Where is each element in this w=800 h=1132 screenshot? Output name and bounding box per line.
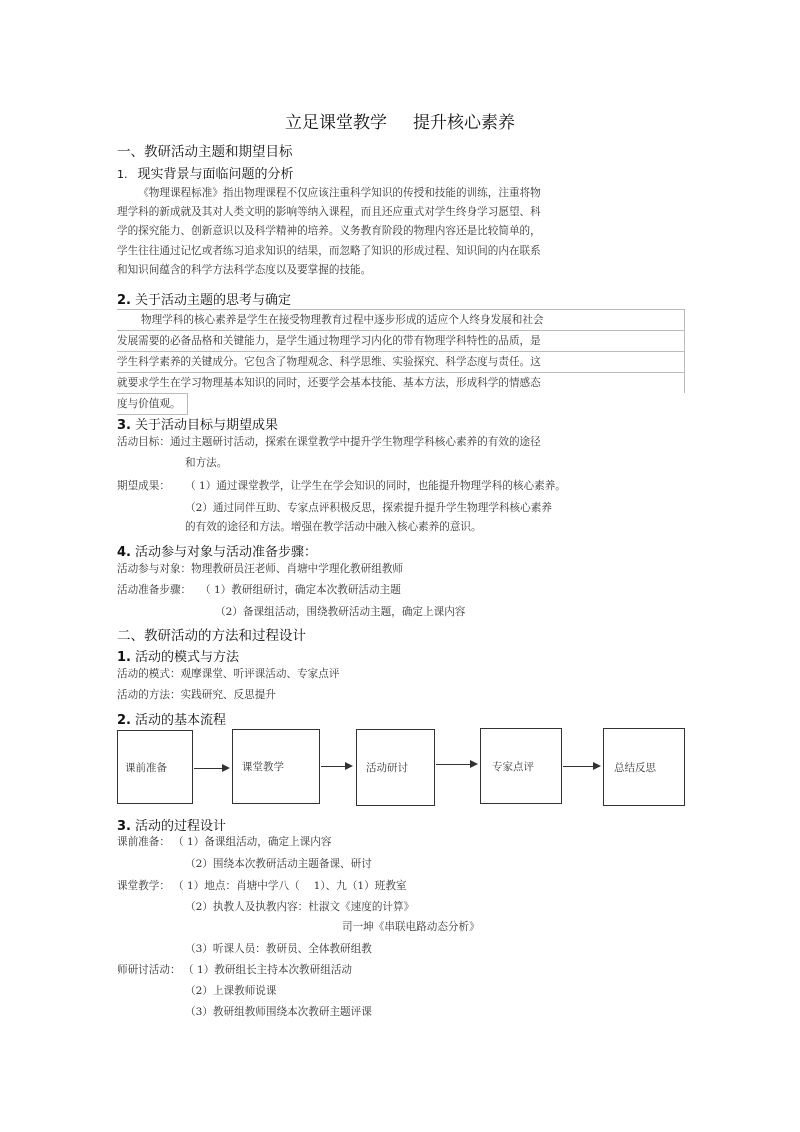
section2-sub2-title: 活动的基本流程 (134, 713, 226, 728)
flow-label: 课前准备 (125, 761, 167, 774)
section1-sub4-heading (117, 541, 317, 560)
flow-arrow (563, 766, 599, 767)
result1: （ 1）通过课堂教学，让学生在学会知识的同时，也能提升物理学科的核心素养。 (185, 480, 566, 492)
class2b: 司一坤《串联电路动态分析》 (342, 921, 480, 933)
pre-label: 课前准备： (117, 836, 170, 848)
flow-label: 总结反思 (614, 761, 656, 774)
para-line: 物理学科的核心素养是学生在接受物理教育过程中逐步形成的适应个人终身发展和社会 (117, 309, 685, 330)
discuss-label: 师研讨活动： (117, 964, 181, 976)
section2-heading: 二、教研活动的方法和过程设计 (117, 628, 306, 644)
section2-sub1-title: 活动的模式与方法 (134, 650, 239, 665)
section1-sub1-num: 1. (117, 168, 128, 181)
discuss2: （2）上课教师说课 (185, 985, 277, 997)
section1-heading: 一、教研活动主题和期望目标 (117, 144, 293, 160)
prep-label: 活动准备步骤： (117, 584, 192, 596)
flow-arrow (321, 766, 351, 767)
section2-sub1-num: 1. (117, 650, 131, 665)
section1-sub3-title: 关于活动目标与期望成果 (134, 418, 278, 433)
title-part2: 提升核心素养 (413, 113, 515, 133)
section1-sub2-heading (117, 289, 291, 308)
section1-sub4-num: 4. (117, 545, 131, 560)
activity-method: 活动的方法：实践研究、反思提升 (117, 689, 276, 701)
flow-box-1 (117, 730, 193, 804)
result2-line2: 的有效的途径和方法。增强在教学活动中融入核心素养的意识。 (185, 521, 482, 533)
section1-sub1-title: 现实背景与面临问题的分析 (137, 167, 294, 182)
section1-sub3-num: 3. (117, 418, 131, 433)
para-line: 学生往往通过记忆或者练习追求知识的结果，而忽略了知识的形成过程、知识间的内在联系 (117, 244, 541, 257)
flow-arrow (436, 764, 476, 765)
result2-line1: （2）通过同伴互助、专家点评积极反思，探索提升提升学生物理学科核心素养 (185, 502, 552, 514)
section1-sub1-heading (117, 163, 294, 182)
class-label: 课堂教学： (117, 880, 170, 892)
participants: 活动参与对象：物理教研员汪老师、肖塘中学理化教研组教师 (117, 563, 404, 575)
flow-box-4 (480, 728, 562, 804)
para-line: 学生科学素养的关键成分。它包含了物理观念、科学思维、实验探究、科学态度与责任。这 (117, 351, 685, 372)
goal-line1 (117, 433, 541, 452)
para-line: 理学科的新成就及其对人类文明的影响等纳入课程，而且还应重式对学生终身学习愿望、科 (117, 206, 541, 219)
section1-sub2-paragraph (117, 309, 685, 415)
section1-sub2-title: 关于活动主题的思考与确定 (134, 293, 291, 308)
goal-label: 活动目标： (117, 436, 170, 448)
section1-sub4-title: 活动参与对象与活动准备步骤： (134, 545, 317, 560)
section1-sub3-heading (117, 414, 278, 433)
prep2: （2）备课组活动，围绕教研活动主题，确定上课内容 (215, 606, 466, 618)
flow-box-2 (232, 729, 320, 804)
section2-sub3-heading (117, 815, 226, 834)
flow-label: 课堂教学 (242, 761, 284, 773)
para-line: 就要求学生在学习物理基本知识的同时，还要学会基本技能、基本方法，形成科学的情感态 (117, 372, 685, 393)
section1-sub2-num: 2. (117, 293, 131, 308)
page-title (0, 108, 800, 133)
section1-sub1-paragraph (117, 184, 687, 280)
section2-sub1-heading (117, 646, 239, 665)
flow-box-5 (603, 728, 685, 806)
section2-sub2-num: 2. (117, 713, 131, 728)
goal-line2: 和方法。 (185, 457, 228, 469)
class2: （2）执教人及执教内容：杜淑文《速度的计算》 (185, 901, 415, 913)
activity-mode: 活动的模式：观摩课堂、听评课活动、专家点评 (117, 668, 340, 680)
class1: （ 1）地点：肖塘中学八（ 1）、九（1）班教室 (173, 880, 407, 892)
class3: （3）听课人员：教研员、全体教研组教 (185, 943, 372, 955)
pre1: （ 1）备课组活动，确定上课内容 (173, 836, 332, 848)
pre2: （2）围绕本次教研活动主题备课、研讨 (185, 858, 372, 870)
para-line: 学的探究能力、创新意识以及科学精神的培养。义务教育阶段的物理内容还是比较简单的， (117, 225, 541, 238)
flow-label: 活动研讨 (366, 762, 408, 774)
discuss1: （ 1）教研组长主持本次教研组活动 (183, 964, 353, 976)
prep1: （ 1）教研组研讨，确定本次教研活动主题 (200, 584, 401, 596)
flow-box-3 (356, 729, 435, 806)
flow-arrow (194, 768, 228, 769)
section2-sub2-heading (117, 709, 226, 728)
section2-sub3-title: 活动的过程设计 (134, 819, 226, 834)
discuss3: （3）教研组教师围绕本次教研主题评课 (185, 1006, 372, 1018)
title-part1: 立足课堂教学 (285, 113, 387, 133)
para-line: 和知识间蕴含的科学方法科学态度以及要掌握的技能。 (117, 263, 372, 276)
section2-sub3-num: 3. (117, 819, 131, 834)
result-label: 期望成果： (117, 480, 170, 492)
goal-text: 通过主题研讨活动，探索在课堂教学中提升学生物理学科核心素养的有效的途径 (169, 436, 541, 448)
para-line: 度与价值观。 (117, 393, 188, 415)
para-line: 发展需要的必备品格和关键能力，是学生通过物理学习内化的带有物理学科特性的品质，是 (117, 330, 685, 351)
para-line: 《物理课程标准》指出物理课程不仅应该注重科学知识的传授和技能的训练，注重将物 (138, 187, 541, 199)
flow-label: 专家点评 (492, 760, 534, 773)
